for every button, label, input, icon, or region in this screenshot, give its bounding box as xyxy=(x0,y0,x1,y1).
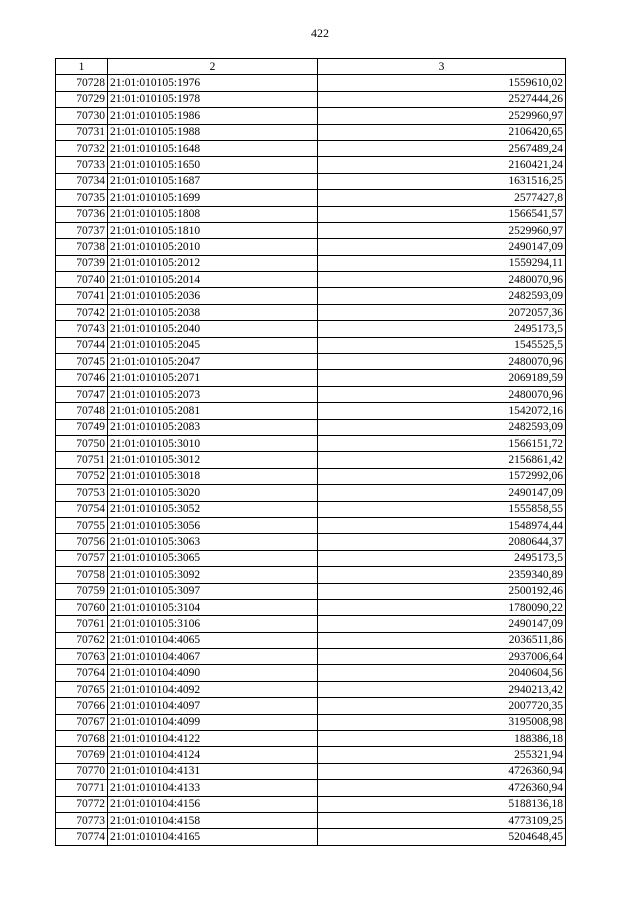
table-row xyxy=(56,419,566,435)
table-row xyxy=(56,370,566,386)
value-cell: 2080644,37 xyxy=(318,534,566,550)
cadastral-number-cell: 21:01:010105:3106 xyxy=(108,616,318,632)
value-cell: 1566541,57 xyxy=(318,206,566,222)
table-row xyxy=(56,222,566,238)
table-row xyxy=(56,157,566,173)
cadastral-number-cell: 21:01:010104:4065 xyxy=(108,632,318,648)
table-row xyxy=(56,91,566,107)
table-row xyxy=(56,698,566,714)
table-row xyxy=(56,452,566,468)
row-number-cell: 70731 xyxy=(56,124,108,140)
row-number-cell: 70737 xyxy=(56,222,108,238)
value-cell: 1542072,16 xyxy=(318,403,566,419)
cadastral-number-cell: 21:01:010104:4156 xyxy=(108,796,318,812)
row-number-cell: 70774 xyxy=(56,829,108,845)
table-body xyxy=(56,75,566,845)
value-cell: 4726360,94 xyxy=(318,780,566,796)
row-number-cell: 70767 xyxy=(56,714,108,730)
value-cell: 1566151,72 xyxy=(318,435,566,451)
value-cell: 4773109,25 xyxy=(318,812,566,828)
row-number-cell: 70763 xyxy=(56,649,108,665)
cadastral-number-cell: 21:01:010105:2073 xyxy=(108,386,318,402)
value-cell: 188386,18 xyxy=(318,731,566,747)
column-header-3: 3 xyxy=(318,59,566,75)
row-number-cell: 70756 xyxy=(56,534,108,550)
value-cell: 1572992,06 xyxy=(318,468,566,484)
table-row xyxy=(56,321,566,337)
cadastral-number-cell: 21:01:010104:4124 xyxy=(108,747,318,763)
cadastral-number-cell: 21:01:010104:4133 xyxy=(108,780,318,796)
value-cell: 2156861,42 xyxy=(318,452,566,468)
cadastral-number-cell: 21:01:010105:3012 xyxy=(108,452,318,468)
value-cell: 1631516,25 xyxy=(318,173,566,189)
table-row xyxy=(56,649,566,665)
cadastral-number-cell: 21:01:010104:4097 xyxy=(108,698,318,714)
cadastral-number-cell: 21:01:010105:1988 xyxy=(108,124,318,140)
table-row xyxy=(56,731,566,747)
table-row xyxy=(56,206,566,222)
row-number-cell: 70732 xyxy=(56,140,108,156)
table-row xyxy=(56,386,566,402)
row-number-cell: 70765 xyxy=(56,681,108,697)
value-cell: 1555858,55 xyxy=(318,501,566,517)
row-number-cell: 70739 xyxy=(56,255,108,271)
value-cell: 2490147,09 xyxy=(318,239,566,255)
page-number: 422 xyxy=(311,26,329,40)
row-number-cell: 70742 xyxy=(56,304,108,320)
table-row xyxy=(56,616,566,632)
row-number-cell: 70745 xyxy=(56,354,108,370)
table-row xyxy=(56,468,566,484)
row-number-cell: 70754 xyxy=(56,501,108,517)
row-number-cell: 70749 xyxy=(56,419,108,435)
value-cell: 2500192,46 xyxy=(318,583,566,599)
table-row xyxy=(56,304,566,320)
row-number-cell: 70771 xyxy=(56,780,108,796)
row-number-cell: 70762 xyxy=(56,632,108,648)
column-header-1: 1 xyxy=(56,59,108,75)
table-row xyxy=(56,550,566,566)
value-cell: 2106420,65 xyxy=(318,124,566,140)
cadastral-number-cell: 21:01:010104:4122 xyxy=(108,731,318,747)
table-row xyxy=(56,534,566,550)
row-number-cell: 70764 xyxy=(56,665,108,681)
value-cell: 2036511,86 xyxy=(318,632,566,648)
table-row xyxy=(56,173,566,189)
column-header-2: 2 xyxy=(108,59,318,75)
table-row xyxy=(56,435,566,451)
value-cell: 2069189,59 xyxy=(318,370,566,386)
table-row xyxy=(56,403,566,419)
value-cell: 2495173,5 xyxy=(318,321,566,337)
row-number-cell: 70770 xyxy=(56,763,108,779)
value-cell: 1780090,22 xyxy=(318,599,566,615)
table-row xyxy=(56,780,566,796)
cadastral-number-cell: 21:01:010105:3065 xyxy=(108,550,318,566)
cadastral-number-cell: 21:01:010105:3056 xyxy=(108,517,318,533)
cadastral-number-cell: 21:01:010104:4067 xyxy=(108,649,318,665)
cadastral-number-cell: 21:01:010105:2047 xyxy=(108,354,318,370)
table-row xyxy=(56,681,566,697)
value-cell: 1559294,11 xyxy=(318,255,566,271)
row-number-cell: 70747 xyxy=(56,386,108,402)
row-number-cell: 70751 xyxy=(56,452,108,468)
table-row xyxy=(56,190,566,206)
value-cell: 5204648,45 xyxy=(318,829,566,845)
row-number-cell: 70766 xyxy=(56,698,108,714)
value-cell: 2480070,96 xyxy=(318,386,566,402)
value-cell: 255321,94 xyxy=(318,747,566,763)
value-cell: 2160421,24 xyxy=(318,157,566,173)
row-number-cell: 70729 xyxy=(56,91,108,107)
value-cell: 2040604,56 xyxy=(318,665,566,681)
value-cell: 2007720,35 xyxy=(318,698,566,714)
value-cell: 2495173,5 xyxy=(318,550,566,566)
cadastral-number-cell: 21:01:010105:1976 xyxy=(108,75,318,91)
row-number-cell: 70753 xyxy=(56,485,108,501)
cadastral-number-cell: 21:01:010105:2071 xyxy=(108,370,318,386)
table-row xyxy=(56,272,566,288)
table-row xyxy=(56,255,566,271)
row-number-cell: 70744 xyxy=(56,337,108,353)
value-cell: 2359340,89 xyxy=(318,567,566,583)
row-number-cell: 70741 xyxy=(56,288,108,304)
cadastral-number-cell: 21:01:010105:2038 xyxy=(108,304,318,320)
row-number-cell: 70772 xyxy=(56,796,108,812)
cadastral-number-cell: 21:01:010105:1810 xyxy=(108,222,318,238)
row-number-cell: 70728 xyxy=(56,75,108,91)
row-number-cell: 70761 xyxy=(56,616,108,632)
cadastral-number-cell: 21:01:010105:3063 xyxy=(108,534,318,550)
registry-table xyxy=(55,58,566,846)
value-cell: 3195008,98 xyxy=(318,714,566,730)
row-number-cell: 70757 xyxy=(56,550,108,566)
value-cell: 2490147,09 xyxy=(318,485,566,501)
row-number-cell: 70755 xyxy=(56,517,108,533)
value-cell: 2577427,8 xyxy=(318,190,566,206)
cadastral-number-cell: 21:01:010105:1808 xyxy=(108,206,318,222)
table-row xyxy=(56,75,566,91)
cadastral-number-cell: 21:01:010104:4131 xyxy=(108,763,318,779)
value-cell: 2529960,97 xyxy=(318,108,566,124)
cadastral-number-cell: 21:01:010104:4092 xyxy=(108,681,318,697)
table-row xyxy=(56,747,566,763)
table-row xyxy=(56,108,566,124)
cadastral-number-cell: 21:01:010105:1650 xyxy=(108,157,318,173)
value-cell: 2482593,09 xyxy=(318,288,566,304)
row-number-cell: 70773 xyxy=(56,812,108,828)
table-row xyxy=(56,665,566,681)
table-row xyxy=(56,632,566,648)
row-number-cell: 70748 xyxy=(56,403,108,419)
row-number-cell: 70743 xyxy=(56,321,108,337)
value-cell: 1559610,02 xyxy=(318,75,566,91)
cadastral-number-cell: 21:01:010105:2081 xyxy=(108,403,318,419)
table-row xyxy=(56,599,566,615)
table-row xyxy=(56,501,566,517)
table-row xyxy=(56,124,566,140)
row-number-cell: 70746 xyxy=(56,370,108,386)
row-number-cell: 70760 xyxy=(56,599,108,615)
row-number-cell: 70740 xyxy=(56,272,108,288)
row-number-cell: 70735 xyxy=(56,190,108,206)
cadastral-number-cell: 21:01:010105:1687 xyxy=(108,173,318,189)
cadastral-number-cell: 21:01:010105:3010 xyxy=(108,435,318,451)
table-row xyxy=(56,485,566,501)
value-cell: 2529960,97 xyxy=(318,222,566,238)
cadastral-number-cell: 21:01:010105:2040 xyxy=(108,321,318,337)
value-cell: 1545525,5 xyxy=(318,337,566,353)
row-number-cell: 70736 xyxy=(56,206,108,222)
row-number-cell: 70752 xyxy=(56,468,108,484)
cadastral-number-cell: 21:01:010105:1978 xyxy=(108,91,318,107)
value-cell: 2480070,96 xyxy=(318,354,566,370)
cadastral-number-cell: 21:01:010105:3092 xyxy=(108,567,318,583)
value-cell: 5188136,18 xyxy=(318,796,566,812)
cadastral-number-cell: 21:01:010105:3097 xyxy=(108,583,318,599)
row-number-cell: 70730 xyxy=(56,108,108,124)
cadastral-number-cell: 21:01:010105:1699 xyxy=(108,190,318,206)
table-row xyxy=(56,812,566,828)
value-cell: 2527444,26 xyxy=(318,91,566,107)
value-cell: 2490147,09 xyxy=(318,616,566,632)
cadastral-number-cell: 21:01:010105:1648 xyxy=(108,140,318,156)
row-number-cell: 70769 xyxy=(56,747,108,763)
value-cell: 2482593,09 xyxy=(318,419,566,435)
value-cell: 2567489,24 xyxy=(318,140,566,156)
table-row xyxy=(56,337,566,353)
cadastral-number-cell: 21:01:010105:1986 xyxy=(108,108,318,124)
cadastral-number-cell: 21:01:010105:3018 xyxy=(108,468,318,484)
row-number-cell: 70758 xyxy=(56,567,108,583)
cadastral-number-cell: 21:01:010105:2014 xyxy=(108,272,318,288)
table-row xyxy=(56,567,566,583)
table-row xyxy=(56,829,566,845)
cadastral-number-cell: 21:01:010105:2083 xyxy=(108,419,318,435)
value-cell: 2937006,64 xyxy=(318,649,566,665)
table-row xyxy=(56,288,566,304)
table-row xyxy=(56,714,566,730)
cadastral-number-cell: 21:01:010104:4099 xyxy=(108,714,318,730)
cadastral-number-cell: 21:01:010104:4090 xyxy=(108,665,318,681)
table-header-row xyxy=(56,59,566,75)
cadastral-number-cell: 21:01:010105:2045 xyxy=(108,337,318,353)
row-number-cell: 70733 xyxy=(56,157,108,173)
cadastral-number-cell: 21:01:010105:3052 xyxy=(108,501,318,517)
table-row xyxy=(56,239,566,255)
row-number-cell: 70768 xyxy=(56,731,108,747)
table-row xyxy=(56,583,566,599)
cadastral-number-cell: 21:01:010105:2036 xyxy=(108,288,318,304)
value-cell: 2072057,36 xyxy=(318,304,566,320)
cadastral-number-cell: 21:01:010104:4158 xyxy=(108,812,318,828)
table-row xyxy=(56,517,566,533)
table-row xyxy=(56,763,566,779)
row-number-cell: 70734 xyxy=(56,173,108,189)
cadastral-number-cell: 21:01:010105:3104 xyxy=(108,599,318,615)
table-row xyxy=(56,140,566,156)
value-cell: 4726360,94 xyxy=(318,763,566,779)
cadastral-number-cell: 21:01:010105:2010 xyxy=(108,239,318,255)
table-row xyxy=(56,354,566,370)
value-cell: 1548974,44 xyxy=(318,517,566,533)
row-number-cell: 70750 xyxy=(56,435,108,451)
cadastral-number-cell: 21:01:010104:4165 xyxy=(108,829,318,845)
value-cell: 2480070,96 xyxy=(318,272,566,288)
cadastral-number-cell: 21:01:010105:2012 xyxy=(108,255,318,271)
row-number-cell: 70738 xyxy=(56,239,108,255)
row-number-cell: 70759 xyxy=(56,583,108,599)
cadastral-number-cell: 21:01:010105:3020 xyxy=(108,485,318,501)
value-cell: 2940213,42 xyxy=(318,681,566,697)
table-row xyxy=(56,796,566,812)
